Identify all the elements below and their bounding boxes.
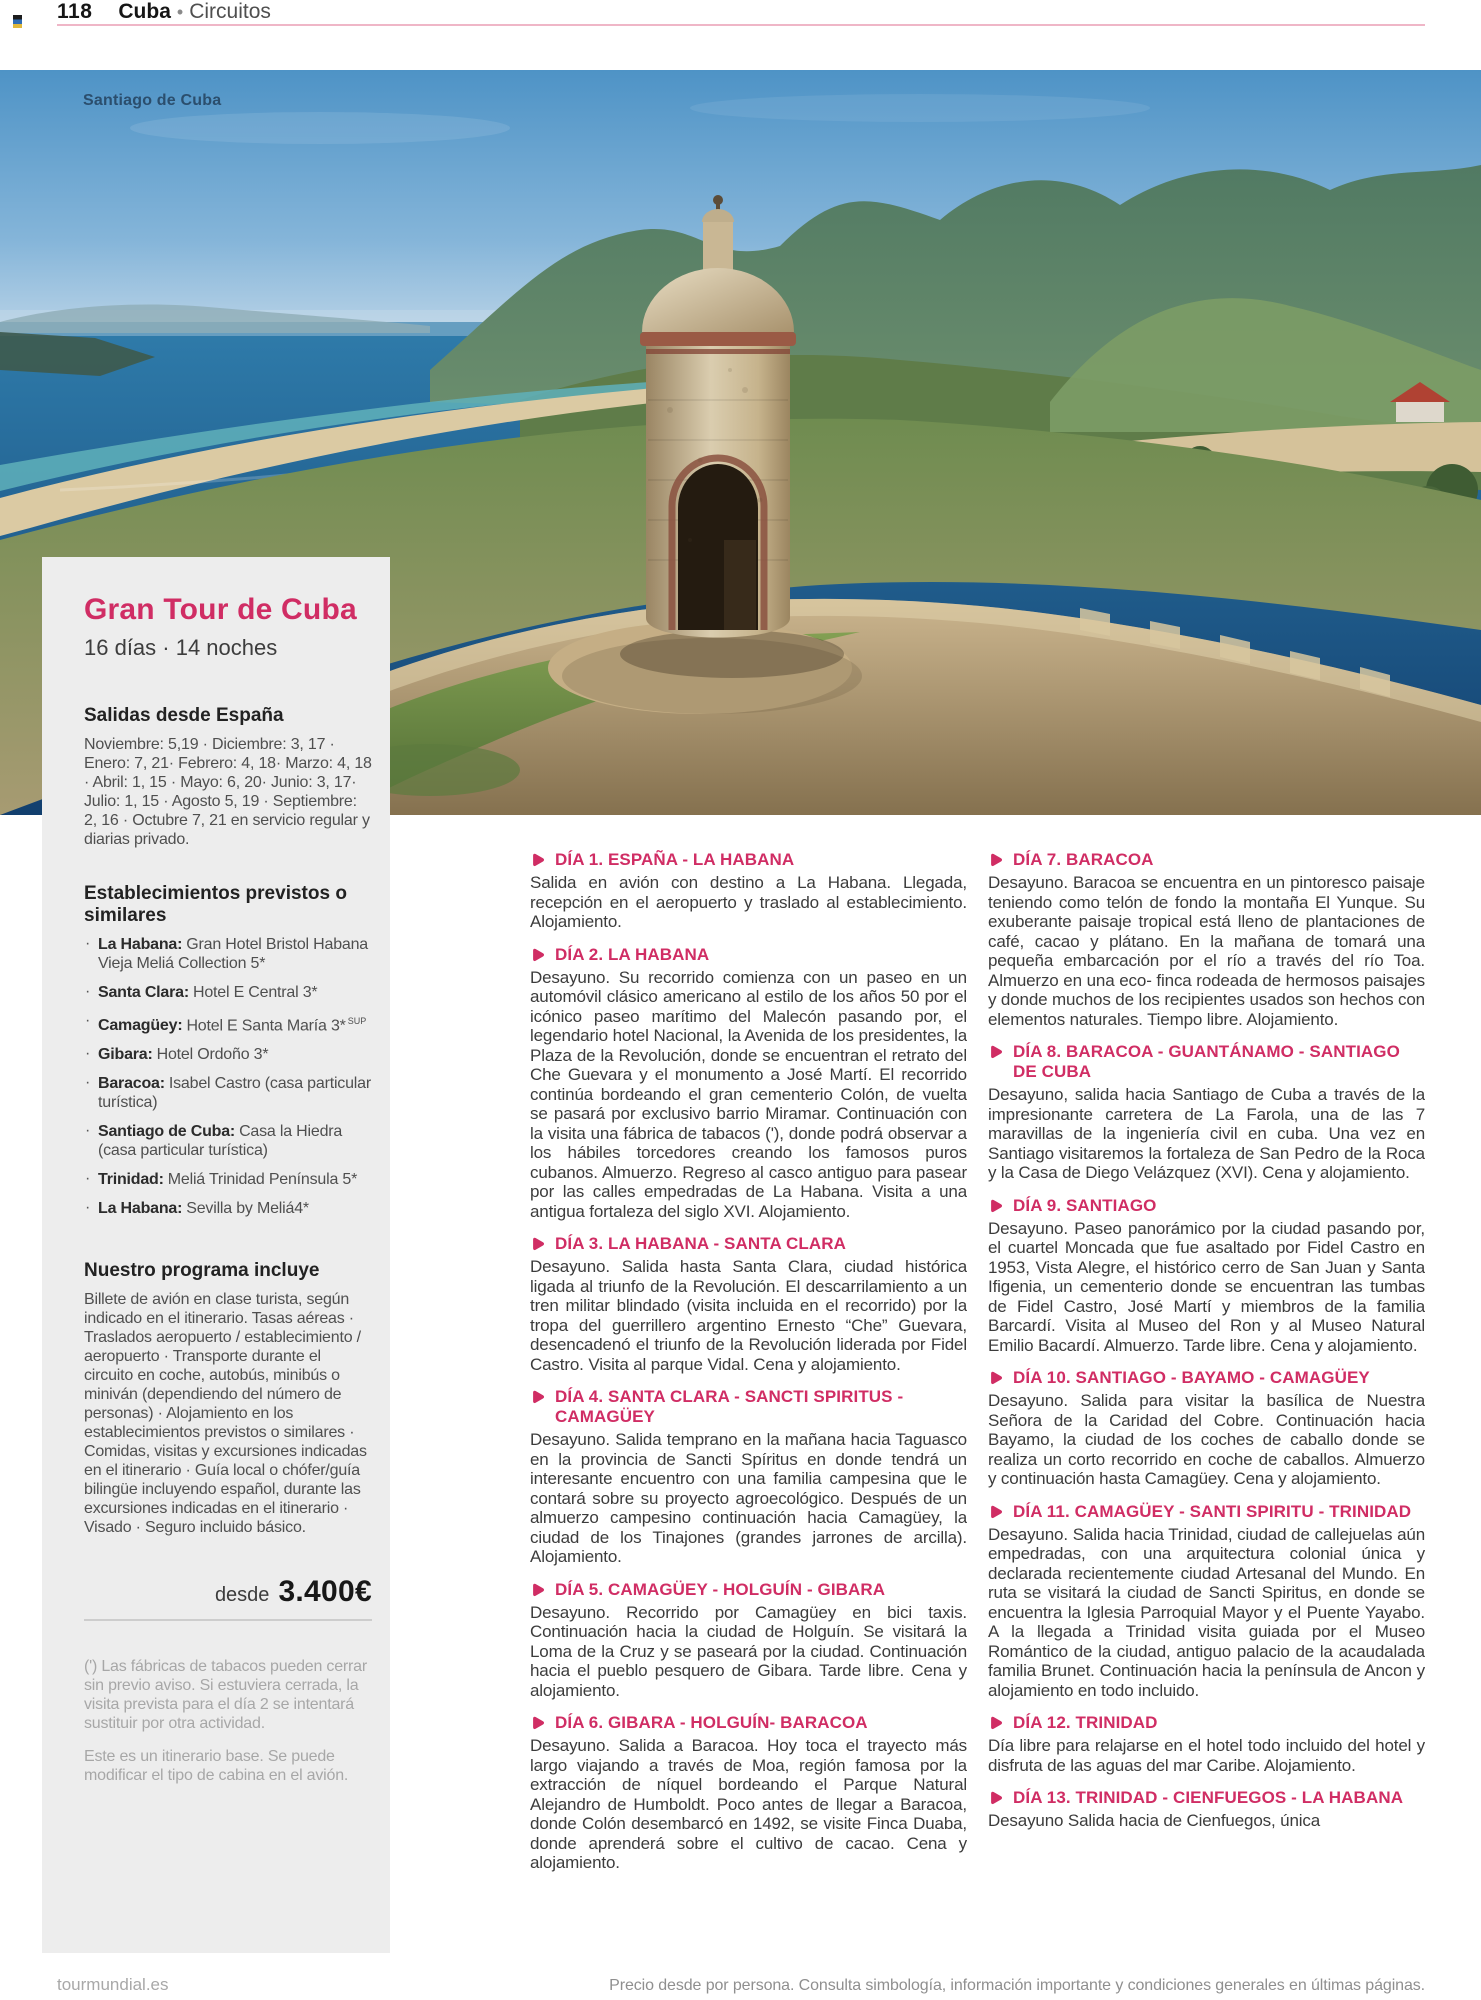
itinerary-day <box>988 1502 1425 1701</box>
day-header <box>988 850 1425 870</box>
day-header <box>530 1713 967 1733</box>
hotel-name: Casa la Hiedra (casa particular turística) <box>98 1123 343 1160</box>
hotel-list-item <box>84 1122 372 1160</box>
day-body: Desayuno, salida hacia Santiago de Cuba a través de la impresionante carretera de La Farola, una de las 7 maravillas de la ingeniería civil en cuba. Una vez en Santiago visitaremos la fortaleza de San Pedro de la Roca y la Casa de Diego Velázquez (XVI). Cena y alojamiento. <box>988 1085 1425 1182</box>
day-title: DÍA 2. LA HABANA <box>555 944 710 964</box>
hotel-list-item <box>84 983 372 1002</box>
day-body: Desayuno. Baracoa se encuentra en un pintoresco paisaje teniendo como telón de fondo la montaña El Yunque. Su exuberante paisaje tropical está lleno de plantaciones de café, cacao y plátano. En la mañana de tomará una pequeña embarcación por el río a través del río Toa. Almuerzo en una eco- finca rodeada de hermosos paisajes y donde muchos de los recipientes usados son hechos con elementos naturales. Tiempo libre. Alojamiento. <box>988 873 1425 1029</box>
hotels-list <box>84 935 372 1218</box>
hotel-list-item <box>84 1074 372 1112</box>
day-title: DÍA 12. TRINIDAD <box>1013 1713 1158 1732</box>
day-marker-icon <box>530 852 546 868</box>
hotel-city: La Habana: <box>98 1200 183 1218</box>
day-marker-icon <box>988 852 1004 868</box>
page-header <box>57 0 271 24</box>
day-title: DÍA 11. CAMAGÜEY - SANTI SPIRITU - TRINIDAD <box>1013 1501 1412 1521</box>
day-header <box>988 1788 1425 1808</box>
section-subtitle: Circuitos <box>189 0 271 23</box>
tourmundial-link[interactable]: tourmundial.es <box>57 1975 169 1994</box>
day-header <box>988 1713 1425 1733</box>
day-header <box>530 945 967 965</box>
itinerary-day <box>530 1234 967 1374</box>
itinerary-col1 <box>530 850 967 1955</box>
day-marker-icon <box>530 1582 546 1598</box>
info-card <box>42 557 390 1953</box>
day-marker-icon <box>988 1790 1004 1806</box>
itinerary-day <box>530 1387 967 1567</box>
hotel-name: Meliá Trinidad Península 5* <box>167 1171 358 1189</box>
page-corner-icon <box>13 15 22 28</box>
day-title: DÍA 9. SANTIAGO <box>1013 1195 1157 1215</box>
tour-title: Gran Tour de Cuba <box>84 593 357 626</box>
hotels-heading: Establecimientos previstos o similares <box>84 883 347 926</box>
hotel-list-item <box>84 1045 372 1064</box>
day-header <box>530 1387 967 1427</box>
day-body: Desayuno. Salida hacia Trinidad, ciudad de callejuelas aún empedradas, con una arquitectura colonial única y declarada recientemente ciudad Artesanal del Mundo. En ruta se visitará la ciudad de Sancti Spiritus, en donde se encuentra la Iglesia Parroquial Mayor y el Puente Yayabo. A la llegada a Trinidad visita guiada por el Museo Romántico de la ciudad, antiguo palacio de la acaudalada familia Brunet. Continuación hacia la península de Ancon y alojamiento en todo incluido. <box>988 1524 1425 1700</box>
photo-caption: Santiago de Cuba <box>83 92 222 109</box>
page-number: 118 <box>57 0 93 23</box>
hotel-name: Hotel E Santa María 3* <box>186 1017 346 1035</box>
day-header <box>530 1234 967 1254</box>
day-marker-icon <box>530 947 546 963</box>
hotel-list-item <box>84 1170 372 1189</box>
day-title: DÍA 1. ESPAÑA - LA HABANA <box>555 850 795 869</box>
day-marker-icon <box>988 1044 1004 1060</box>
bullet-dot: · <box>85 1170 91 1188</box>
incluye-text: Billete de avión en clase turista, según indicado en el itinerario. Tasas aéreas · Traslados aeropuerto / establecimiento / aeropuerto · Transporte durante el circuito en coche, autobús, minibús o miniván (dependiendo del número de personas) · Alojamiento en los establecimientos previstos o similares · Comidas, visitas y excursiones indicadas en el itinerario · Guía local o chófer/guía bilingüe incluyendo español, durante las excursiones indicadas en el itinerario · Visado · Seguro incluido básico. <box>84 1291 367 1537</box>
day-body: Desayuno Salida hacia de Cienfuegos, única <box>988 1811 1321 1830</box>
day-body: Desayuno. Salida temprano en la mañana hacia Taguasco en la provincia de Sancti Spíritus en donde tendrá un interesante encuentro con una familia campesina que le contará sobre su proyecto agroecológico. Después de un almuerzo campesino continuación hacia Camagüey, la ciudad de los Tinajones (grandes jarrones de arcilla). Alojamiento. <box>530 1430 967 1566</box>
itinerary-day <box>988 1788 1425 1831</box>
hotel-name: Hotel Ordoño 3* <box>156 1046 269 1064</box>
hotel-city: Gibara: <box>98 1046 153 1064</box>
day-body: Desayuno. Paseo panorámico por la ciudad pasando por, el cuartel Moncada que fue asaltado por Fidel Castro en 1953, Vista Alegre, el histórico cerro de San Juan y Santa Ifigenia, un cementerio donde se encuentran las tumbas de Fidel Castro, José Martí y miembros de la familia Barcardí. Visita al Museo del Ron y al Museo Natural Emilio Bacardí. Almuerzo. Tarde libre. Cena y alojamiento. <box>988 1218 1425 1355</box>
hotel-list-item <box>84 935 372 973</box>
hotel-city: La Habana: <box>98 936 183 953</box>
itinerary-day <box>988 1042 1425 1183</box>
tour-duration: 16 días · 14 noches <box>84 635 278 660</box>
day-marker-icon <box>988 1370 1004 1386</box>
hotel-city: Baracoa: <box>98 1075 165 1093</box>
day-title: DÍA 8. BARACOA - GUANTÁNAMO - SANTIAGO DE CUBA <box>1013 1042 1400 1081</box>
day-body: Día libre para relajarse en el hotel todo incluido del hotel y disfruta de las aguas del mar Caribe. Alojamiento. <box>988 1736 1425 1775</box>
section-separator-dot: • <box>176 2 184 22</box>
day-header <box>988 1368 1425 1388</box>
day-body: Desayuno. Salida hasta Santa Clara, ciudad histórica ligada al triunfo de la Revolución. El descarrilamiento a un tren militar blindado (visita incluida en el recorrido) por la tropa del guerrillero argentino Ernesto “Che” Guevara, desencadenó el triunfo de la Revolución liderada por Fidel Castro. Visita al parque Vidal. Cena y alojamiento. <box>530 1257 967 1374</box>
itinerary-day <box>530 945 967 1222</box>
day-marker-icon <box>988 1198 1004 1214</box>
salidas-heading: Salidas desde España <box>84 705 284 726</box>
day-header <box>988 1502 1425 1522</box>
day-header <box>530 1580 967 1600</box>
itinerary-day <box>530 1580 967 1701</box>
bullet-dot: · <box>85 1074 91 1092</box>
day-body: Desayuno. Recorrido por Camagüey en bici taxis. Continuación hacia la ciudad de Holguín. Se visitará la Loma de la Cruz y se paseará por la ciudad. Continuación hacia el pueblo pesquero de Gibara. Tarde libre. Cena y alojamiento. <box>530 1602 967 1700</box>
hotel-city: Santa Clara: <box>98 984 189 1001</box>
day-title: DÍA 4. SANTA CLARA - SANCTI SPIRITUS - CAMAGÜEY <box>555 1387 904 1426</box>
itinerary-day <box>530 850 967 932</box>
day-body: Desayuno. Salida para visitar la basílica de Nuestra Señora de la Caridad del Cobre. Continuación hacia Bayamo, la ciudad de los coches de caballo donde se realiza un corto recorrido en coche de caballos. Almuerzo y continuación hasta Camagüey. Cena y alojamiento. <box>988 1391 1425 1488</box>
hotel-name: Hotel E Central 3* <box>192 984 318 1001</box>
hotel-name: Isabel Castro (casa particular turística) <box>98 1075 371 1112</box>
day-header <box>530 850 967 870</box>
bullet-dot: · <box>85 983 91 1000</box>
section-title: Cuba <box>118 0 171 23</box>
day-title: DÍA 7. BARACOA <box>1013 850 1154 869</box>
day-marker-icon <box>530 1389 546 1405</box>
price-label: desde <box>214 1584 270 1607</box>
price-row <box>84 1575 372 1609</box>
day-marker-icon <box>530 1236 546 1252</box>
day-title: DÍA 5. CAMAGÜEY - HOLGUÍN - GIBARA <box>555 1579 886 1599</box>
hotel-name: Sevilla by Meliá4* <box>186 1200 309 1218</box>
bullet-dot: · <box>85 1012 91 1029</box>
itinerary-col2 <box>988 850 1425 1955</box>
day-title: DÍA 3. LA HABANA - SANTA CLARA <box>555 1234 847 1253</box>
day-marker-icon <box>988 1715 1004 1731</box>
day-body: Desayuno. Su recorrido comienza con un paseo en un automóvil clásico americano al estilo de los años 50 por el icónico paseo marítimo del Malecón pasando por, el legendario hotel Nacional, la Avenida de los presidentes, la Plaza de la Revolución, donde se encuentran el retrato del Che Guevara y el monumento a José Martí. El recorrido continúa bordeando el gran cementerio Colón, de vuelta se pasará por exclusivo barrio Miramar. Continuación con la visita una fábrica de tabacos ('), donde podrá observar a los hábiles torcedores creando los famosos puros cubanos. Almuerzo. Regreso al casco antiguo para pasear por las calles empedradas de La Habana. Visita a una antigua fortaleza del siglo XVI. Alojamiento. <box>530 967 967 1221</box>
day-header <box>988 1042 1425 1082</box>
bullet-dot: · <box>85 935 91 952</box>
itinerary-day <box>988 1713 1425 1775</box>
hotel-city: Trinidad: <box>98 1171 164 1189</box>
price-value: 3.400€ <box>278 1575 372 1609</box>
footnote-tabacos: (') Las fábricas de tabacos pueden cerrar sin previo aviso. Si estuviera cerrada, la visita prevista para el día 2 se intentará sustituir por otra actividad. <box>84 1658 368 1733</box>
day-body: Desayuno. Salida a Baracoa. Hoy toca el trayecto más largo viajando a través de Moa, región famosa por la extracción de níquel bordeando el Parque Natural Alejandro de Humboldt. Poco antes de llegar a Baracoa, donde Colón desembarcó en 1492, se visite Finca Duaba, donde aprenderá sobre el cultivo de cacao. Cena y alojamiento. <box>530 1736 967 1872</box>
hotel-category-sup: SUP <box>347 1016 367 1026</box>
day-title: DÍA 6. GIBARA - HOLGUÍN- BARACOA <box>555 1713 868 1732</box>
header-divider <box>57 24 1425 26</box>
day-header <box>988 1196 1425 1216</box>
price-divider <box>84 1619 372 1621</box>
hotel-list-item <box>84 1012 372 1035</box>
itinerary-day <box>530 1713 967 1873</box>
day-title: DÍA 13. TRINIDAD - CIENFUEGOS - LA HABANA <box>1013 1788 1404 1807</box>
bullet-dot: · <box>85 1199 91 1217</box>
day-marker-icon <box>988 1504 1004 1520</box>
salidas-text: Noviembre: 5,19 · Diciembre: 3, 17 · Enero: 7, 21· Febrero: 4, 18· Marzo: 4, 18 · Abril: 1, 15 · Mayo: 6, 20· Junio: 3, 17· Julio: 1, 15 · Agosto 5, 19 · Septiembre: 2, 16 · Octubre 7, 21 en servicio regular y diarias privado. <box>84 736 372 848</box>
itinerary-day <box>988 1196 1425 1356</box>
hotel-list-item <box>84 1199 372 1218</box>
bullet-dot: · <box>85 1122 91 1140</box>
itinerary-day <box>988 1368 1425 1489</box>
hotel-name: Gran Hotel Bristol Habana Vieja Meliá Collection 5* <box>98 936 369 972</box>
footer-legal-text: Precio desde por persona. Consulta simbología, información importante y condiciones generales en últimas páginas. <box>609 1977 1425 1994</box>
hotel-city: Santiago de Cuba: <box>98 1123 236 1141</box>
day-marker-icon <box>530 1715 546 1731</box>
incluye-heading: Nuestro programa incluye <box>84 1260 320 1282</box>
day-title: DÍA 10. SANTIAGO - BAYAMO - CAMAGÜEY <box>1013 1368 1370 1387</box>
footnote-itinerario: Este es un itinerario base. Se puede modificar el tipo de cabina en el avión. <box>84 1748 349 1785</box>
bullet-dot: · <box>85 1045 91 1063</box>
itinerary-day <box>988 850 1425 1029</box>
day-body: Salida en avión con destino a La Habana. Llegada, recepción en el aeropuerto y traslado al establecimiento. Alojamiento. <box>530 873 967 931</box>
hotel-city: Camagüey: <box>98 1017 183 1035</box>
